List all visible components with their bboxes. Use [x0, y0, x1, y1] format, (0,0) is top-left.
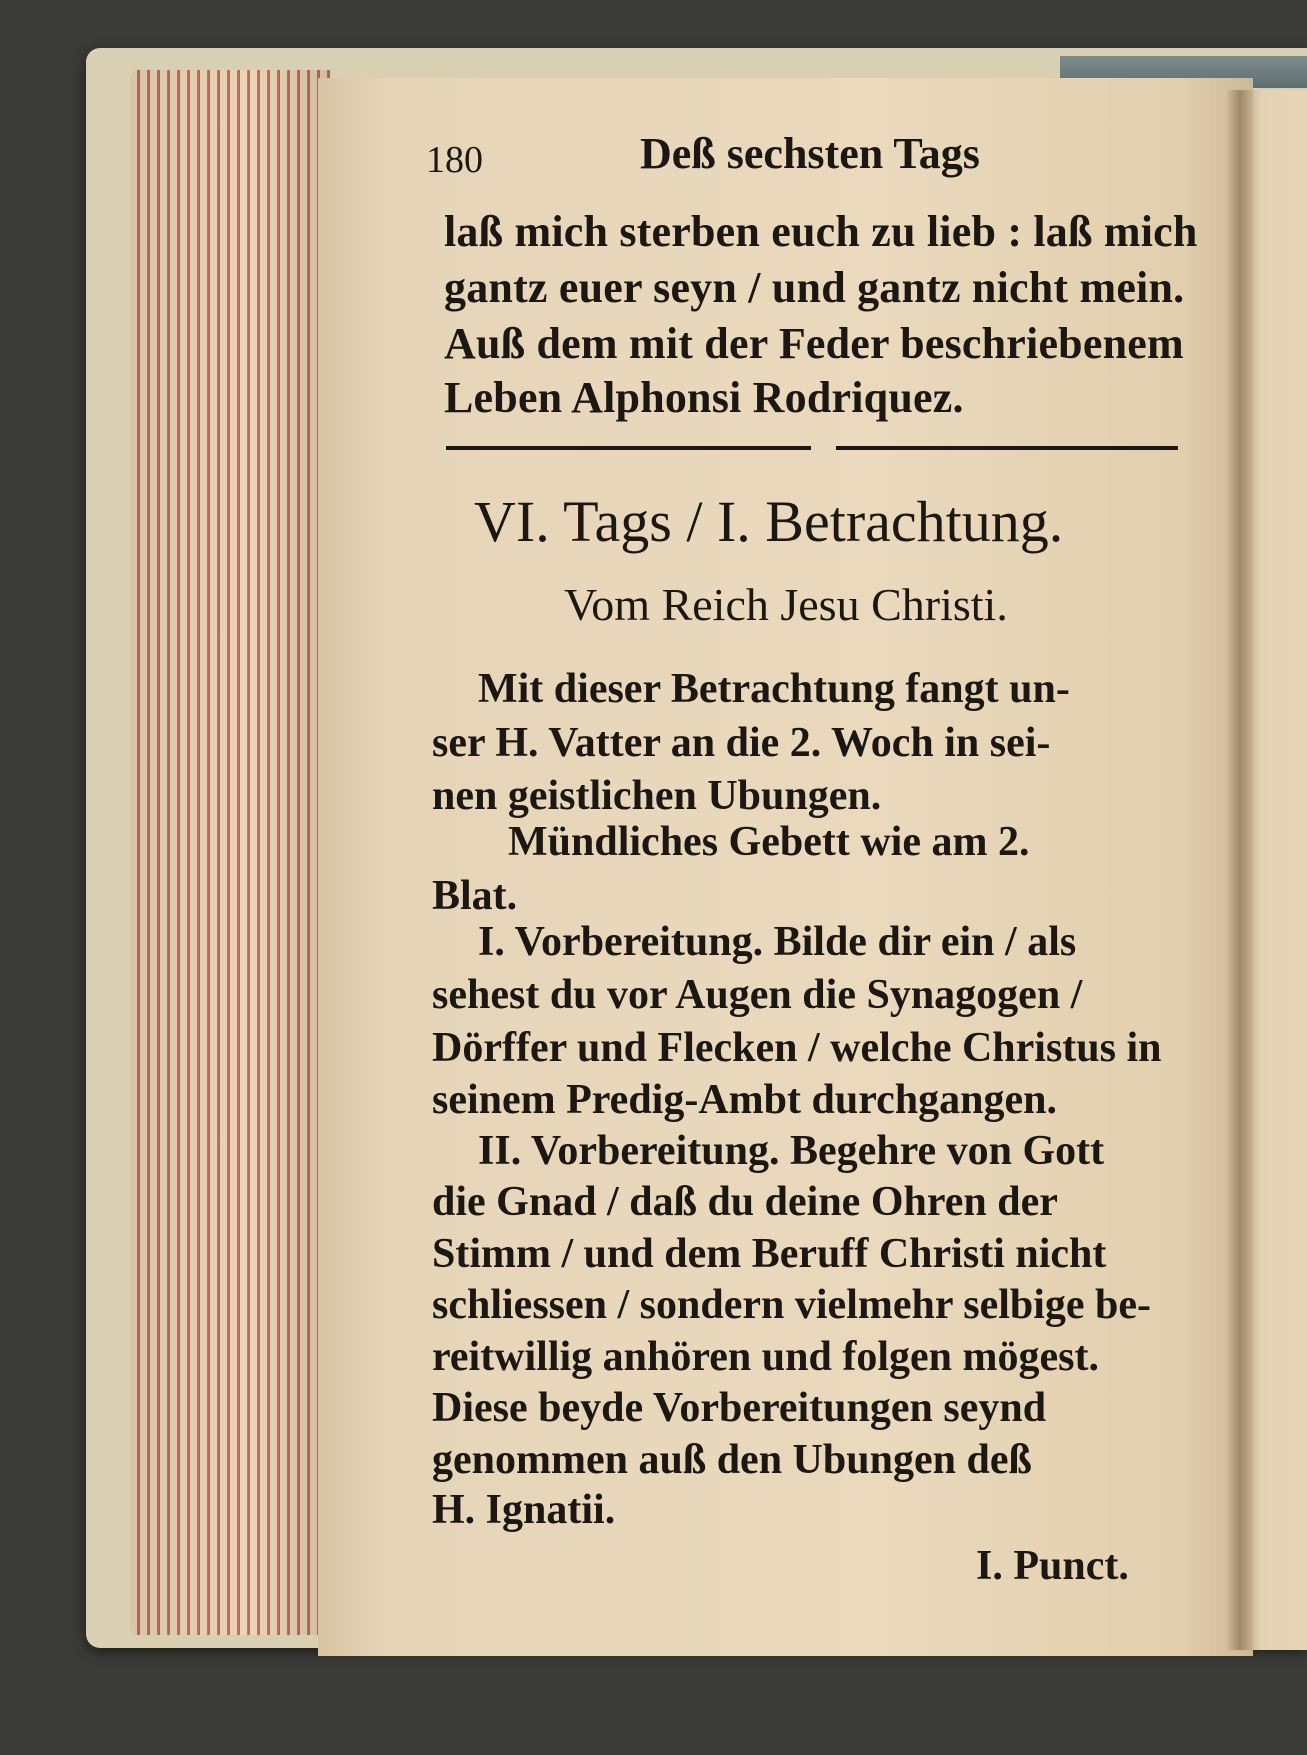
body-line: ser H. Vatter an die 2. Woch in sei-: [432, 720, 1051, 766]
body-line: I. Vorbereitung. Bilde dir ein / als: [478, 919, 1077, 965]
page-edges-shade: [130, 70, 330, 1635]
catchword: I. Punct.: [976, 1543, 1129, 1589]
text-line: Auß dem mit der Feder beschriebenem: [444, 319, 1184, 368]
body-line: die Gnad / daß du deine Ohren der: [432, 1179, 1058, 1225]
body-line: H. Ignatii.: [432, 1487, 616, 1533]
text-line: laß mich sterben euch zu lieb : laß mich: [444, 207, 1198, 256]
body-line: seinem Predig-Ambt durchgangen.: [432, 1077, 1057, 1123]
text-line: Leben Alphonsi Rodriquez.: [444, 373, 964, 422]
section-subheading: Vom Reich Jesu Christi.: [564, 579, 1008, 630]
body-line: II. Vorbereitung. Begehre von Gott: [478, 1128, 1105, 1174]
body-line: Dörffer und Flecken / welche Christus in: [432, 1025, 1162, 1071]
body-line: reitwillig anhören und folgen mögest.: [432, 1334, 1099, 1380]
body-line: Mündliches Gebett wie am 2.: [508, 819, 1030, 865]
divider-rule: [446, 446, 811, 450]
body-line: sehest du vor Augen die Synagogen /: [432, 972, 1083, 1018]
body-line: Mit dieser Betrachtung fangt un-: [478, 666, 1070, 712]
gutter-shadow: [1226, 90, 1254, 1650]
text-line: gantz euer seyn / und gantz nicht mein.: [444, 263, 1185, 312]
body-line: Diese beyde Vorbereitungen seynd: [432, 1385, 1047, 1431]
body-line: Blat.: [432, 873, 518, 919]
body-line: Stimm / und dem Beruff Christi nicht: [432, 1231, 1107, 1277]
body-line: schliessen / sondern vielmehr selbige be-: [432, 1282, 1152, 1328]
section-heading: VI. Tags / I. Betrachtung.: [474, 489, 1064, 554]
divider-rule: [836, 446, 1178, 450]
body-line: nen geistlichen Ubungen.: [432, 773, 882, 819]
running-head-title: Deß sechsten Tags: [640, 129, 980, 178]
page-number: 180: [426, 139, 483, 181]
body-line: genommen auß den Ubungen deß: [432, 1437, 1032, 1483]
